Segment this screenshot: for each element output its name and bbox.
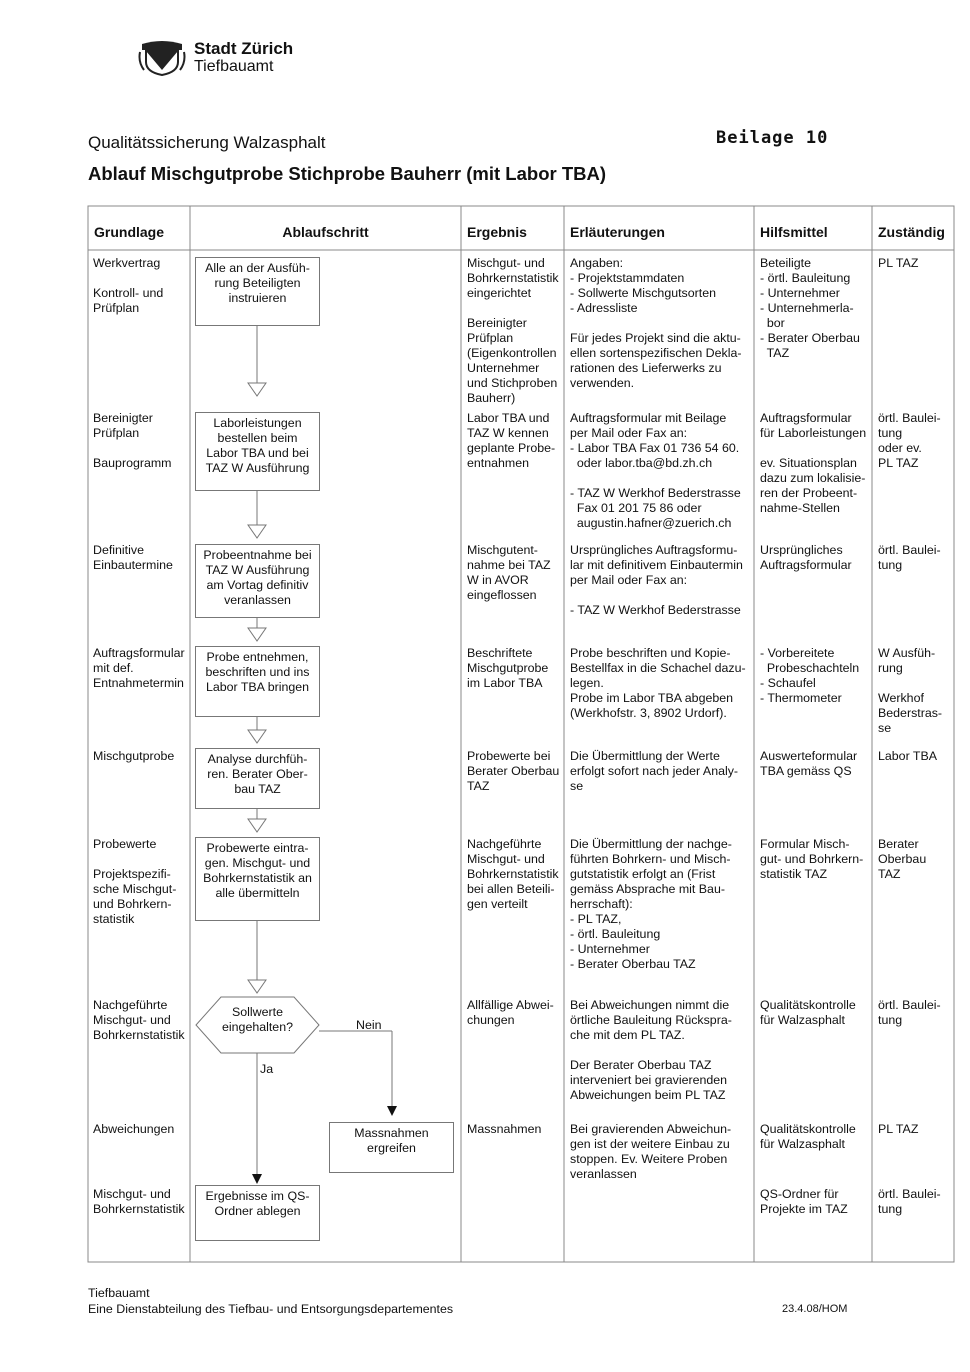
grundlage-cell: Bereinigter Prüfplan Bauprogramm bbox=[93, 411, 172, 470]
process-step-box: Probe entnehmen, beschriften und ins Labor TBA bringen bbox=[195, 646, 320, 717]
process-step-box: Probewerte eintra- gen. Mischgut- und Bohrkernstatistik an alle übermitteln bbox=[195, 837, 320, 921]
arrow-to-massnahmen bbox=[387, 1106, 397, 1116]
zustaendig-cell: Labor TBA bbox=[878, 749, 938, 763]
ergebnis-cell: Probewerte bei Berater Oberbau TAZ bbox=[467, 749, 560, 793]
zustaendig-cell: örtl. Baulei- tung bbox=[878, 1187, 941, 1216]
page-title: Ablauf Mischgutprobe Stichprobe Bauherr (mit Labor TBA) bbox=[88, 163, 607, 184]
decision-yes-label: Ja bbox=[260, 1062, 274, 1076]
hilfsmittel-cell: Qualitätskontrolle für Walzasphalt bbox=[760, 998, 856, 1027]
zustaendig-cell: W Ausfüh- rung Werkhof Bederstras- se bbox=[878, 646, 943, 735]
org-name: Stadt Zürich bbox=[194, 39, 294, 58]
zustaendig-cell: örtl. Baulei- tung bbox=[878, 998, 941, 1027]
footer-date-code: 23.4.08/HOM bbox=[782, 1303, 848, 1315]
hilfsmittel-cell: - Vorbereitete Probeschachteln - Schaufel - Thermometer bbox=[760, 646, 860, 705]
grundlage-cell: Auftragsformular mit def. Entnahmetermin bbox=[93, 646, 185, 690]
grundlage-cell: Werkvertrag Kontroll- und Prüfplan bbox=[93, 256, 164, 315]
ergebnis-cell: Allfällige Abwei- chungen bbox=[467, 998, 554, 1027]
hilfsmittel-cell: Formular Misch- gut- und Bohrkern- statistik TAZ bbox=[760, 837, 864, 881]
ergebnis-cell: Mischgutent- nahme bei TAZ W in AVOR eingeflossen bbox=[467, 543, 551, 602]
page-subtitle: Qualitätssicherung Walzasphalt bbox=[88, 133, 326, 152]
hilfsmittel-cell: Beteiligte - örtl. Bauleitung - Unternehmer - Unternehmerla- bor - Berater Oberbau TAZ bbox=[760, 256, 860, 360]
col-header-erlaeuterungen: Erläuterungen bbox=[570, 224, 665, 240]
ergebnis-cell: Beschriftete Mischgutprobe im Labor TBA bbox=[467, 646, 549, 690]
zustaendig-cell: örtl. Baulei- tung bbox=[878, 543, 941, 572]
ergebnis-cell: Labor TBA und TAZ W kennen geplante Probe- entnahmen bbox=[467, 411, 556, 470]
grundlage-cell: Nachgeführte Mischgut- und Bohrkernstatistik bbox=[93, 998, 185, 1042]
zustaendig-cell: PL TAZ bbox=[878, 256, 919, 270]
footer-org: Tiefbauamt bbox=[88, 1286, 150, 1300]
footer-department: Eine Dienstabteilung des Tiefbau- und Entsorgungsdepartementes bbox=[88, 1302, 454, 1316]
hilfsmittel-cell: Auftragsformular für Laborleistungen ev. Situationsplan dazu zum lokalisie- ren der Probeent- nahme-Stellen bbox=[760, 411, 867, 515]
grundlage-cell: Mischgutprobe bbox=[93, 749, 175, 763]
erlaeuterungen-cell: Bei gravierenden Abweichun- gen ist der weitere Einbau zu stoppen. Ev. Weitere Proben veranlassen bbox=[570, 1122, 732, 1181]
grundlage-cell: Probewerte Projektspezifi- sche Mischgut- und Bohrkern- statistik bbox=[93, 837, 177, 926]
process-step-box: Alle an der Ausfüh- rung Beteiligten instruieren bbox=[195, 257, 320, 326]
arrow-to-ablegen bbox=[252, 1174, 262, 1184]
erlaeuterungen-cell: Die Übermittlung der Werte erfolgt sofort nach jeder Analy- se bbox=[570, 749, 739, 793]
grundlage-cell: Mischgut- und Bohrkernstatistik bbox=[93, 1187, 185, 1216]
col-header-ergebnis: Ergebnis bbox=[467, 224, 527, 240]
process-step-box: Probeentnahme bei TAZ W Ausführung am Vortag definitiv veranlassen bbox=[195, 544, 320, 618]
col-header-ablaufschritt: Ablaufschritt bbox=[282, 224, 369, 240]
ergebnis-cell: Mischgut- und Bohrkernstatistik eingerichtet Bereinigter Prüfplan (Eigenkontrollen Unternehmer und Stichproben Bauherr) bbox=[467, 256, 559, 405]
erlaeuterungen-cell: Die Übermittlung der nachge- führten Bohrkern- und Misch- gutstatistik erfolgt an (Frist gemäss Absprache mit Bau- herrschaft): - PL TAZ, - örtl. Bauleitung - Unternehmer - Berater Oberbau TAZ bbox=[570, 837, 732, 971]
col-header-zustaendig: Zuständig bbox=[878, 224, 945, 240]
process-step-box: Massnahmen ergreifen bbox=[329, 1122, 454, 1173]
grundlage-cell: Definitive Einbautermine bbox=[93, 543, 173, 572]
hilfsmittel-cell: Ursprüngliches Auftragsformular bbox=[760, 543, 852, 572]
col-header-hilfsmittel: Hilfsmittel bbox=[760, 224, 828, 240]
col-header-grundlage: Grundlage bbox=[94, 224, 165, 240]
dept-name: Tiefbauamt bbox=[194, 58, 274, 75]
zustaendig-cell: PL TAZ bbox=[878, 1122, 919, 1136]
erlaeuterungen-cell: Angaben: - Projektstammdaten - Sollwerte Mischgutsorten - Adressliste Für jedes Projekt sind die aktu- ellen sortenspezifischen Dekla- rationen des Lieferwerks zu verwenden. bbox=[570, 256, 742, 390]
process-step-box: Analyse durchfüh- ren. Berater Ober- bau TAZ bbox=[195, 748, 320, 809]
erlaeuterungen-cell: Ursprüngliches Auftragsformu- lar mit definitivem Einbautermin per Mail oder Fax an: - TAZ W Werkhof Bederstrasse bbox=[570, 543, 743, 617]
erlaeuterungen-cell: Bei Abweichungen nimmt die örtliche Bauleitung Rückspra- che mit dem PL TAZ. Der Berater Oberbau TAZ interveniert bei gravierenden Abweichungen beim PL TAZ bbox=[570, 998, 732, 1102]
decision-text: Sollwerte eingehalten? bbox=[222, 1005, 293, 1034]
grundlage-cell: Abweichungen bbox=[93, 1122, 175, 1136]
process-step-box: Laborleistungen bestellen beim Labor TBA und bei TAZ W Ausführung bbox=[195, 412, 320, 491]
attachment-label: Beilage 10 bbox=[716, 128, 829, 148]
hilfsmittel-cell: QS-Ordner für Projekte im TAZ bbox=[760, 1187, 848, 1216]
zustaendig-cell: Berater Oberbau TAZ bbox=[878, 837, 927, 881]
decision-no-label: Nein bbox=[356, 1018, 382, 1032]
erlaeuterungen-cell: Probe beschriften und Kopie- Bestellfax in die Schachel dazu- legen. Probe im Labor TBA abgeben (Werkhofstr. 3, 8902 Urdorf). bbox=[570, 646, 746, 720]
hilfsmittel-cell: Auswerteformular TBA gemäss QS bbox=[760, 749, 858, 778]
ergebnis-cell: Nachgeführte Mischgut- und Bohrkernstatistik bei allen Beteili- gen verteilt bbox=[467, 837, 559, 911]
zustaendig-cell: örtl. Baulei- tung oder ev. PL TAZ bbox=[878, 411, 941, 470]
process-step-box: Ergebnisse im QS- Ordner ablegen bbox=[195, 1185, 320, 1241]
ergebnis-cell: Massnahmen bbox=[467, 1122, 542, 1136]
hilfsmittel-cell: Qualitätskontrolle für Walzasphalt bbox=[760, 1122, 856, 1151]
erlaeuterungen-cell: Auftragsformular mit Beilage per Mail oder Fax an: - Labor TBA Fax 01 736 54 60. oder labor.tba@bd.zh.ch - TAZ W Werkhof Bederstrasse Fax 01 201 75 86 oder augustin.hafner@zuerich.ch bbox=[570, 411, 741, 530]
